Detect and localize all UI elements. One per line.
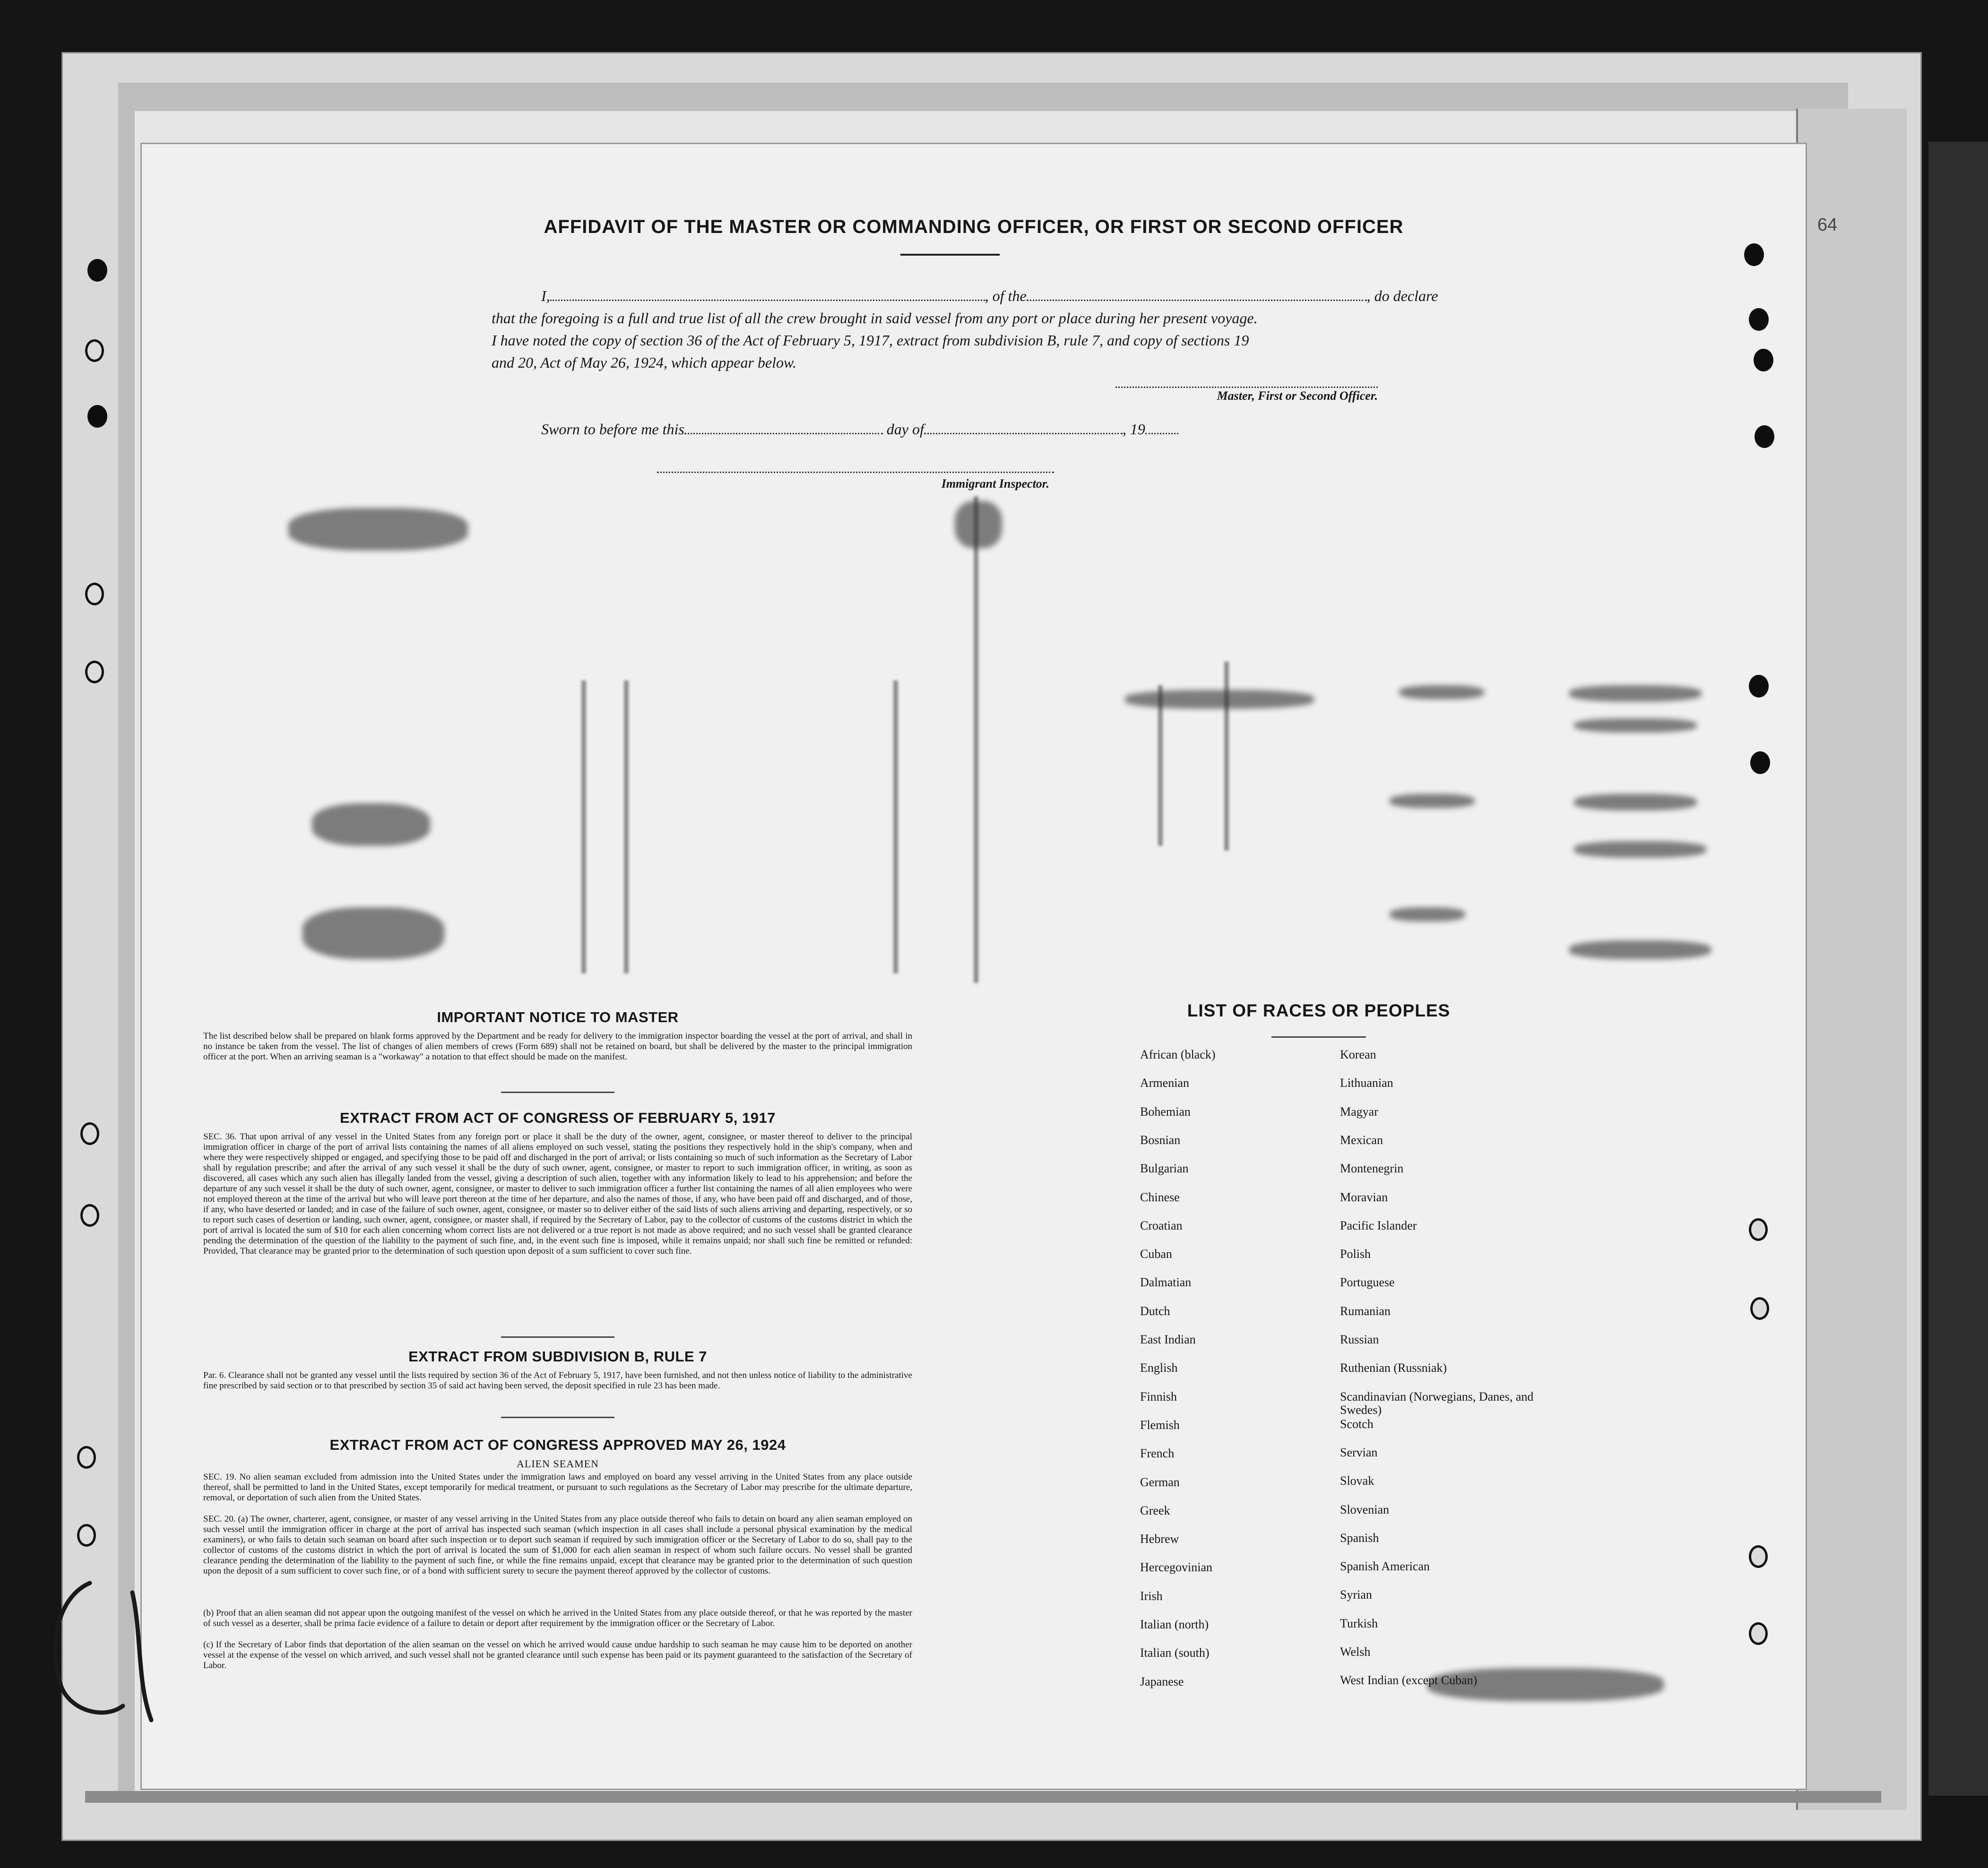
- notice-body: The list described below shall be prepared on blank forms approved by the Department and be ready for delivery to the immigration inspector boarding the vessel at the port of arrival, and shall in no instance be taken from the vessel. The list of changes of alien members of crews (Form 689) shall not be retained on board, but shall be delivered by the master to the principal immigration officer at the port. When an arriving seaman is a "workaway" a notation to that effect should be made on the manifest.: [203, 1031, 912, 1062]
- ink-bleed-streak: [893, 680, 898, 973]
- race-item: Bohemian: [1140, 1104, 1191, 1119]
- sworn-day-blank: [684, 432, 883, 434]
- scanner-edge: [1928, 142, 1988, 1796]
- section-rule: [501, 1092, 614, 1093]
- race-item: Italian (north): [1140, 1618, 1209, 1631]
- binder-hole: [77, 1524, 96, 1547]
- ink-bleed: [312, 803, 430, 846]
- page-shadow: [85, 1791, 1881, 1803]
- ink-bleed-streak: [624, 680, 629, 973]
- back-page-edge: [1796, 109, 1907, 1810]
- race-item: English: [1140, 1361, 1178, 1375]
- affidavit-line-3: I have noted the copy of section 36 of the Act of February 5, 1917, extract from subdivision B, rule 7, and copy of sections 19: [492, 332, 1249, 349]
- binder-hole: [1754, 349, 1773, 371]
- ink-bleed: [1390, 907, 1465, 921]
- race-item: Scotch: [1340, 1417, 1374, 1431]
- binder-hole: [1755, 425, 1774, 448]
- race-item: Irish: [1140, 1589, 1163, 1603]
- race-item: Finnish: [1140, 1389, 1177, 1403]
- affidavit-line-4: and 20, Act of May 26, 1924, which appear below.: [492, 354, 796, 371]
- ink-bleed-streak: [581, 680, 586, 973]
- race-item: Moravian: [1340, 1190, 1388, 1204]
- race-item: Bulgarian: [1140, 1162, 1189, 1176]
- race-item: Slovenian: [1340, 1502, 1389, 1516]
- race-item: Hercegovinian: [1140, 1560, 1213, 1575]
- race-item: Mexican: [1340, 1133, 1383, 1147]
- sec20c-body: (c) If the Secretary of Labor finds that deportation of the alien seaman on the vessel on which he arrived would cause undue hardship to such seaman he may cause him to be deported on another vessel at the expense of the vessel on which arrived, and such vessel shall not be granted clearance until such expense has been paid or its payment guaranteed to the satisfaction of the Secretary of Labor.: [203, 1640, 912, 1670]
- affidavit-title: AFFIDAVIT OF THE MASTER OR COMMANDING OFFICER, OR FIRST OR SECOND OFFICER: [544, 216, 1404, 237]
- binder-hole: [85, 339, 104, 362]
- race-item: Pacific Islander: [1340, 1218, 1417, 1232]
- binder-hole: [77, 1446, 96, 1469]
- races-rule: [1271, 1036, 1366, 1038]
- race-item: Syrian: [1340, 1588, 1372, 1602]
- signature-line: [1115, 387, 1378, 388]
- race-item: Cuban: [1140, 1247, 1172, 1261]
- race-item: Bosnian: [1140, 1133, 1181, 1147]
- extract-1917-title: EXTRACT FROM ACT OF CONGRESS OF FEBRUARY 5, 1917: [340, 1110, 776, 1126]
- race-item: Lithuanian: [1340, 1076, 1393, 1090]
- race-item: Chinese: [1140, 1190, 1180, 1204]
- pencil-annotation: [47, 1578, 170, 1730]
- race-item: Ruthenian (Russniak): [1340, 1361, 1447, 1375]
- extract-1917-body: SEC. 36. That upon arrival of any vessel in the United States from any foreign port or place it shall be the duty of the owner, agent, consignee, or master thereof to deliver to the principal immigration officer in charge of the port of arrival lists containing the names of all aliens employed on such vessel, stating the positions they respectively hold in the ship's company, when and where they were respectively shipped or engaged, and specifying those to be paid off and discharged in the port of arrival; or lists containing so much of such information as the Secretary of Labor shall by regulation prescribe; and after the arrival of any such vessel it shall be the duty of such owner, agent, consignee, or master to report to such immigration officer, in writing, as soon as discovered, all cases which any such alien has illegally landed from the vessel, giving a description of such alien, together with any information likely to lead to his apprehension; and before the departure of any such vessel it shall be the duty of such owner, agent, consignee, or master to deliver to such immigration officer a further list containing the names of all alien employees who were not employed thereon at the time of the arrival but who will leave port thereon at the time of her departure, and also the names of those, if any, who have been paid off and discharged, and of those, if any, who have deserted or landed; and in case of the failure of such owner, agent, consignee, or master so to deliver either of the said lists of such aliens arriving and departing, respectively, or so to report such cases of desertion or landing, such owner, agent, consignee, or master shall, if required by the Secretary of Labor, pay to the collector of customs of the customs district in which the port of arrival is located the sum of $10 for each alien concerning whom correct lists are not delivered or a true report is not made as above required; and no such vessel shall be granted clearance pending the determination of the question of the liability to the payment of such fine, and, in the event such fine is imposed, while it remains unpaid; nor shall such fine be remitted or refunded: Provided, That clearance may be granted prior to the determination of such question upon deposit of a sum sufficient to cover such fine.: [203, 1132, 912, 1256]
- ink-bleed: [303, 907, 444, 959]
- declare-label: , do declare: [1366, 287, 1438, 304]
- title-rule: [900, 254, 1000, 256]
- binder-hole: [1749, 1622, 1768, 1645]
- section-rule: [501, 1417, 614, 1418]
- race-item: Spanish: [1340, 1531, 1379, 1545]
- ink-bleed-streak: [1158, 685, 1163, 846]
- binder-hole: [87, 259, 107, 282]
- race-item: Spanish American: [1340, 1559, 1430, 1574]
- binder-hole: [85, 583, 104, 605]
- sworn-year-blank: [1145, 432, 1178, 434]
- binder-hole: [80, 1122, 99, 1145]
- sworn-month-blank: [924, 432, 1123, 434]
- rule7-body: Par. 6. Clearance shall not be granted any vessel until the lists required by section 36 of the Act of February 5, 1917, have been furnished, and not then unless notice of liability to the administrative fine prescribed by said section or to that prescribed by section 35 of said act having been served, the deposit specified in rule 23 has been made.: [203, 1370, 912, 1391]
- section-rule: [501, 1336, 614, 1338]
- affidavit-line-1: [541, 287, 1438, 305]
- race-item: Hebrew: [1140, 1532, 1179, 1546]
- race-item: East Indian: [1140, 1333, 1196, 1346]
- binder-hole: [1749, 675, 1769, 697]
- sec20b-body: (b) Proof that an alien seaman did not appear upon the outgoing manifest of the vessel on which he arrived in the United States from any place outside thereof, or that he was reported by the master of such vessel as a deserter, shall be prima facie evidence of a failure to detain or deport after requirement by the immigration officer or the Secretary of Labor.: [203, 1608, 912, 1628]
- binder-hole: [87, 405, 107, 428]
- ink-bleed-streak: [974, 496, 978, 983]
- binder-hole: [1749, 1545, 1768, 1568]
- race-item: Welsh: [1340, 1645, 1371, 1659]
- race-item: German: [1140, 1475, 1180, 1489]
- races-title: LIST OF RACES OR PEOPLES: [1187, 1001, 1451, 1020]
- ink-bleed: [1390, 794, 1475, 808]
- inspector-label: Immigrant Inspector.: [941, 477, 1049, 491]
- race-item: African (black): [1140, 1048, 1216, 1061]
- race-item: Slovak: [1340, 1474, 1374, 1488]
- declarant-blank: [550, 299, 985, 301]
- race-item: Servian: [1340, 1445, 1378, 1459]
- race-item: Flemish: [1140, 1418, 1180, 1432]
- binder-hole: [80, 1204, 99, 1227]
- race-item: Japanese: [1140, 1674, 1184, 1688]
- rule7-title: EXTRACT FROM SUBDIVISION B, RULE 7: [408, 1348, 707, 1365]
- race-item: Korean: [1340, 1048, 1376, 1061]
- race-item: Portuguese: [1340, 1275, 1395, 1290]
- race-item: Italian (south): [1140, 1646, 1210, 1660]
- binder-hole: [1744, 243, 1764, 266]
- ink-bleed: [1574, 718, 1697, 732]
- declarant-label: I,: [541, 287, 550, 304]
- extract-1924-title: EXTRACT FROM ACT OF CONGRESS APPROVED MAY 26, 1924: [329, 1437, 786, 1453]
- notice-title: IMPORTANT NOTICE TO MASTER: [437, 1009, 679, 1025]
- sworn-line: [541, 421, 1178, 438]
- ink-bleed: [1125, 690, 1314, 709]
- sec19-body: SEC. 19. No alien seaman excluded from admission into the United States under the immigration laws and employed on board any vessel arriving in the United States from any place outside thereof, shall be permitted to land in the United States, except temporarily for medical treatment, or pursuant to such regulations as the Secretary of Labor may prescribe for the ultimate departure, removal, or deportation of such alien from the United States.: [203, 1472, 912, 1503]
- affidavit-line-2: that the foregoing is a full and true list of all the crew brought in said vessel from any port or place during her present voyage.: [492, 310, 1258, 327]
- sworn-label: Sworn to before me this: [541, 421, 684, 438]
- race-item: Turkish: [1340, 1616, 1378, 1630]
- vessel-of-label: , of the: [985, 287, 1027, 304]
- race-item: Dalmatian: [1140, 1275, 1192, 1290]
- race-item: Polish: [1340, 1247, 1371, 1261]
- race-item: Montenegrin: [1340, 1162, 1404, 1176]
- race-item: West Indian (except Cuban): [1340, 1673, 1478, 1687]
- ink-bleed: [1569, 685, 1702, 702]
- signature-label: Master, First or Second Officer.: [1217, 389, 1378, 403]
- race-item: Greek: [1140, 1503, 1170, 1517]
- vessel-blank: [1027, 299, 1367, 301]
- binder-hole: [1750, 751, 1770, 774]
- binder-hole: [1749, 1218, 1768, 1241]
- race-item: Armenian: [1140, 1076, 1189, 1090]
- sec20a-body: SEC. 20. (a) The owner, charterer, agent, consignee, or master of any vessel arriving in the United States from any place outside thereof who fails to detain on board any alien seaman employed on such vessel until the immigration officer in charge at the port of arrival has inspected such seaman (which inspection in all cases shall include a personal physical examination by the medical examiners), or who fails to detain such seaman on board after such inspection or to deport such seaman if required by such immigration officer or the Secretary of Labor to do so, shall pay to the collector of customs of the customs district in which the port of arrival is located the sum of $1,000 for each alien seaman in respect of whom such failure occurs. No vessel shall be granted clearance pending the determination of the liability to the payment of such fine, or while the fine remains unpaid, except that clearance may be granted prior to the determination of such question upon the deposit of a sum sufficient to cover such fine, or of a bond with sufficient surety to secure the payment thereof approved by the collector of customs.: [203, 1514, 912, 1576]
- binder-hole: [1749, 308, 1769, 331]
- race-item: Scandinavian (Norwegians, Danes, and Swedes): [1340, 1389, 1534, 1417]
- inspector-line: [657, 472, 1054, 473]
- ink-bleed: [1574, 794, 1697, 810]
- ink-bleed: [288, 508, 468, 551]
- race-item: Croatian: [1140, 1218, 1183, 1232]
- binder-hole: [85, 661, 104, 683]
- extract-1924-subtitle: ALIEN SEAMEN: [517, 1458, 599, 1470]
- race-item: Russian: [1340, 1333, 1379, 1346]
- binder-hole: [1750, 1297, 1769, 1320]
- ink-bleed: [955, 501, 1002, 548]
- race-item: Dutch: [1140, 1304, 1170, 1318]
- ink-bleed: [1399, 685, 1484, 699]
- ink-bleed: [1574, 841, 1706, 858]
- race-item: French: [1140, 1446, 1175, 1461]
- ink-bleed-streak: [1224, 662, 1229, 851]
- race-item: Magyar: [1340, 1104, 1378, 1119]
- page-number: 64: [1817, 215, 1838, 235]
- race-item: Rumanian: [1340, 1304, 1391, 1318]
- day-of-label: day of: [886, 421, 924, 438]
- year-label: , 19: [1122, 421, 1145, 438]
- ink-bleed: [1569, 940, 1711, 959]
